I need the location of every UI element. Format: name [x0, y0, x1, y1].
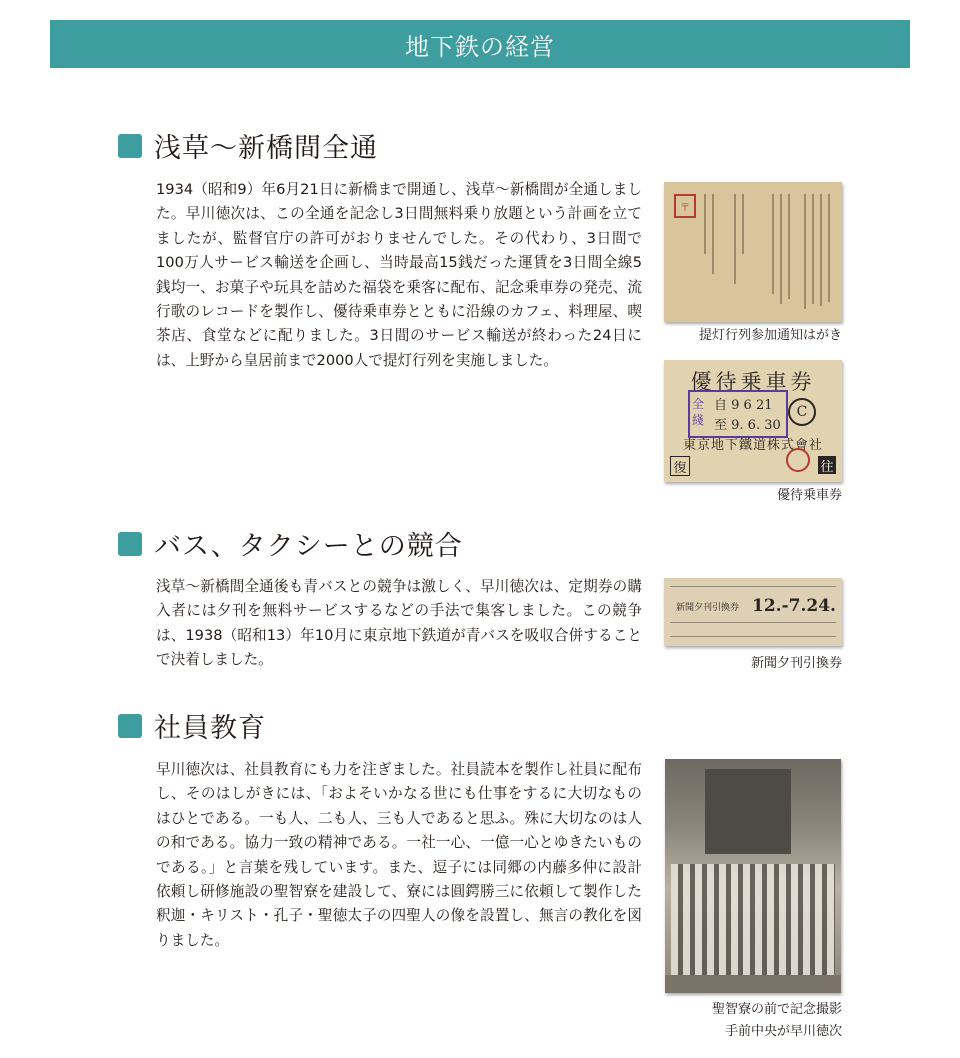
postcard-stamp-icon: 〒 [674, 194, 696, 218]
section-heading-1 [118, 126, 378, 165]
figure-caption-line1: 聖智寮の前で記念撮影 [711, 1002, 842, 1017]
ticket-date-from: 自 9 6 21 [714, 398, 773, 413]
section-body-text: 1934（昭和9）年6月21日に新橋まで開通し、浅草～新橋間が全通しました。早川徳次は、この全通を記念し3日間無料乗り放題という計画を立てましたが、監督官庁の許可がおりませんでした。その代わり、3日間で100万人サービス輸送を企画し、当時最高15銭だった運賃を3日間全線5銭均一、お菓子や玩具を詰めた福袋を乗客に配布、記念乗車券の発売、流行歌のレコードを製作し、優待乗車券とともに沿線のカフェ、料理屋、喫茶店、食堂などに配りました。3日間のサービス輸送が終わった24日には、上野から皇居前まで2000人で提灯行列を実施しました。 [156, 181, 642, 369]
square-bullet-icon [118, 134, 142, 158]
section-heading-2 [118, 524, 463, 563]
ticket-date-to: 至 9. 6. 30 [714, 418, 781, 433]
yutai-ticket-image [664, 360, 842, 482]
section-body-text: 早川徳次は、社員教育にも力を注ぎました。社員読本を製作し社員に配布し、そのはしがきには、「およそいかなる世にも仕事をするに大切なものはひとである。一も人、二も人、三も人であると思ふ。殊に大切なのは人の和である。協力一致の精神である。一社一心、一億一心とゆきたいものである。」と言葉を残しています。また、逗子には同郷の内藤多仲に設計依頼し研修施設の聖智寮を建設して、寮には圓鍔勝三に依頼して製作した釈迦・キリスト・孔子・聖徳太子の四聖人の像を設置し、無言の教化を図りました。 [156, 761, 642, 949]
section-title: バス、タクシーとの競合 [154, 531, 463, 562]
ticket-stamp-text: 全 綫 [692, 397, 705, 427]
figure-caption: 優待乗車券 [776, 488, 842, 503]
group-photo-image [665, 759, 841, 993]
page-header-banner [50, 20, 910, 68]
ticket-ou-label: 往 [818, 456, 836, 474]
coupon-label: 新聞夕刊引換券 [676, 603, 740, 613]
square-bullet-icon [118, 532, 142, 556]
seal-stamp-icon [786, 448, 810, 472]
section-body-text: 浅草～新橋間全通後も青バスとの競争は激しく、早川徳次は、定期券の購入者には夕刊を無料サービスするなどの手法で集客しました。この競争は、1938（昭和13）年10月に東京地下鉄道が青バスを吸収合併することで決着しました。 [156, 578, 642, 669]
ticket-company: 東京地下鐵道株式會社 [682, 438, 823, 453]
section-heading-3 [118, 706, 266, 745]
square-bullet-icon [118, 714, 142, 738]
section-title: 社員教育 [154, 713, 266, 744]
copyright-c-icon: C [788, 398, 816, 426]
page-title: 地下鉄の経営 [405, 32, 555, 61]
coupon-date: 12.-7.24. [752, 596, 836, 616]
ticket-title: 優待乗車券 [690, 370, 816, 394]
building-shape [705, 769, 791, 854]
newspaper-coupon-image [664, 578, 842, 646]
postcard-image [664, 182, 842, 322]
section-title: 浅草～新橋間全通 [154, 133, 378, 164]
figure-caption: 新聞夕刊引換券 [750, 656, 842, 671]
figure-caption-line2: 手前中央が早川徳次 [724, 1024, 842, 1039]
ticket-fuku-label: 復 [670, 456, 690, 476]
group-people-shape [671, 864, 835, 984]
figure-caption: 提灯行列参加通知はがき [698, 328, 842, 343]
